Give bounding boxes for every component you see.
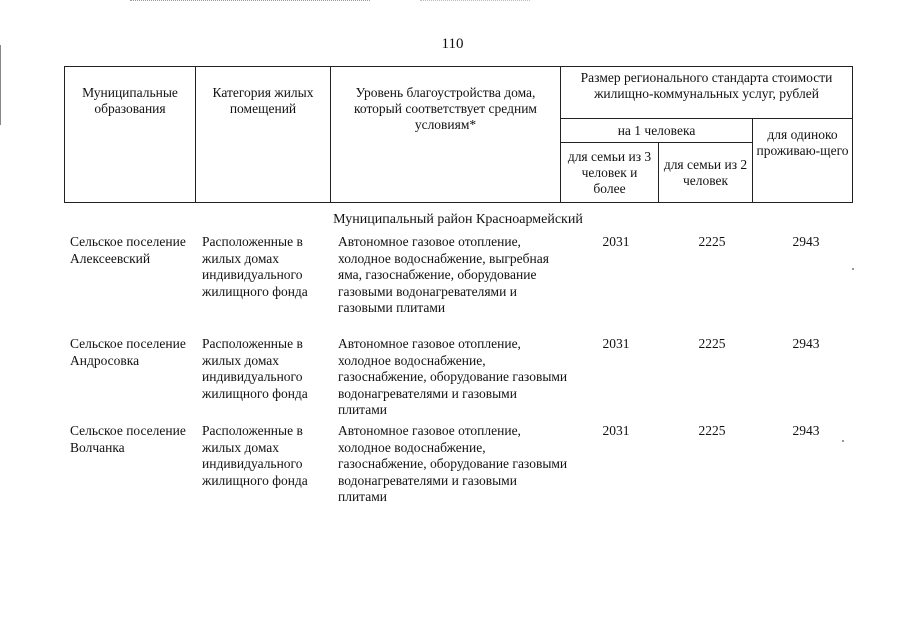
- page-number: 110: [441, 36, 464, 52]
- scan-edge-mark: [0, 45, 1, 125]
- scan-artifact-top-right: [420, 0, 530, 4]
- cell-municipality: Сельское поселение Волчанка: [70, 423, 186, 455]
- cell-comfort-level: Автономное газовое отопление, холодное водоснабжение, газоснабжение, оборудование газовыми водонагревателями и газовыми плитами: [338, 336, 568, 418]
- cell-category: Расположенные в жилых домах индивидуального жилищного фонда: [202, 336, 308, 401]
- cell-comfort-level: Автономное газовое отопление, холодное водоснабжение, газоснабжение, оборудование газовыми водонагревателями и газовыми плитами: [338, 423, 568, 505]
- header-regional-standard: Размер регионального стандарта стоимости жилищно-коммунальных услуг, рублей: [561, 67, 853, 119]
- table-row: [64, 423, 852, 513]
- table-header: [64, 66, 853, 203]
- cell-family-3: 2031: [602, 336, 630, 351]
- header-family-3: для семьи из 3 человек и более: [561, 143, 659, 203]
- cell-family-2: 2225: [698, 336, 726, 351]
- cell-category: Расположенные в жилых домах индивидуального жилищного фонда: [202, 234, 308, 299]
- scan-artifact-top: [130, 0, 370, 4]
- header-category: Категория жилых помещений: [196, 67, 331, 203]
- cell-single: 2943: [792, 234, 820, 249]
- header-municipality: Муниципальные образования: [65, 67, 196, 203]
- cell-family-3: 2031: [602, 423, 630, 438]
- scan-speck: [852, 268, 854, 270]
- cell-single: 2943: [792, 336, 820, 351]
- header-comfort-level: Уровень благоустройства дома, который соответствует средним условиям*: [331, 67, 561, 203]
- cell-municipality: Сельское поселение Алексеевский: [70, 234, 186, 266]
- cell-comfort-level: Автономное газовое отопление, холодное водоснабжение, выгребная яма, газоснабжение, оборудование газовыми водонагревателями и газовыми плитами: [338, 234, 549, 316]
- table-row: [64, 336, 852, 423]
- cell-family-2: 2225: [698, 234, 726, 249]
- cell-family-2: 2225: [698, 423, 726, 438]
- district-title: Муниципальный район Красноармейский: [333, 212, 583, 227]
- table-row: [64, 234, 852, 336]
- cell-municipality: Сельское поселение Андросовка: [70, 336, 186, 368]
- header-per-person: на 1 человека: [561, 119, 753, 143]
- header-family-2: для семьи из 2 человек: [659, 143, 753, 203]
- header-single-person: для одиноко проживаю-щего: [753, 119, 853, 203]
- cell-family-3: 2031: [602, 234, 630, 249]
- table-body: [64, 234, 852, 513]
- cell-category: Расположенные в жилых домах индивидуального жилищного фонда: [202, 423, 308, 488]
- cell-single: 2943: [792, 423, 820, 438]
